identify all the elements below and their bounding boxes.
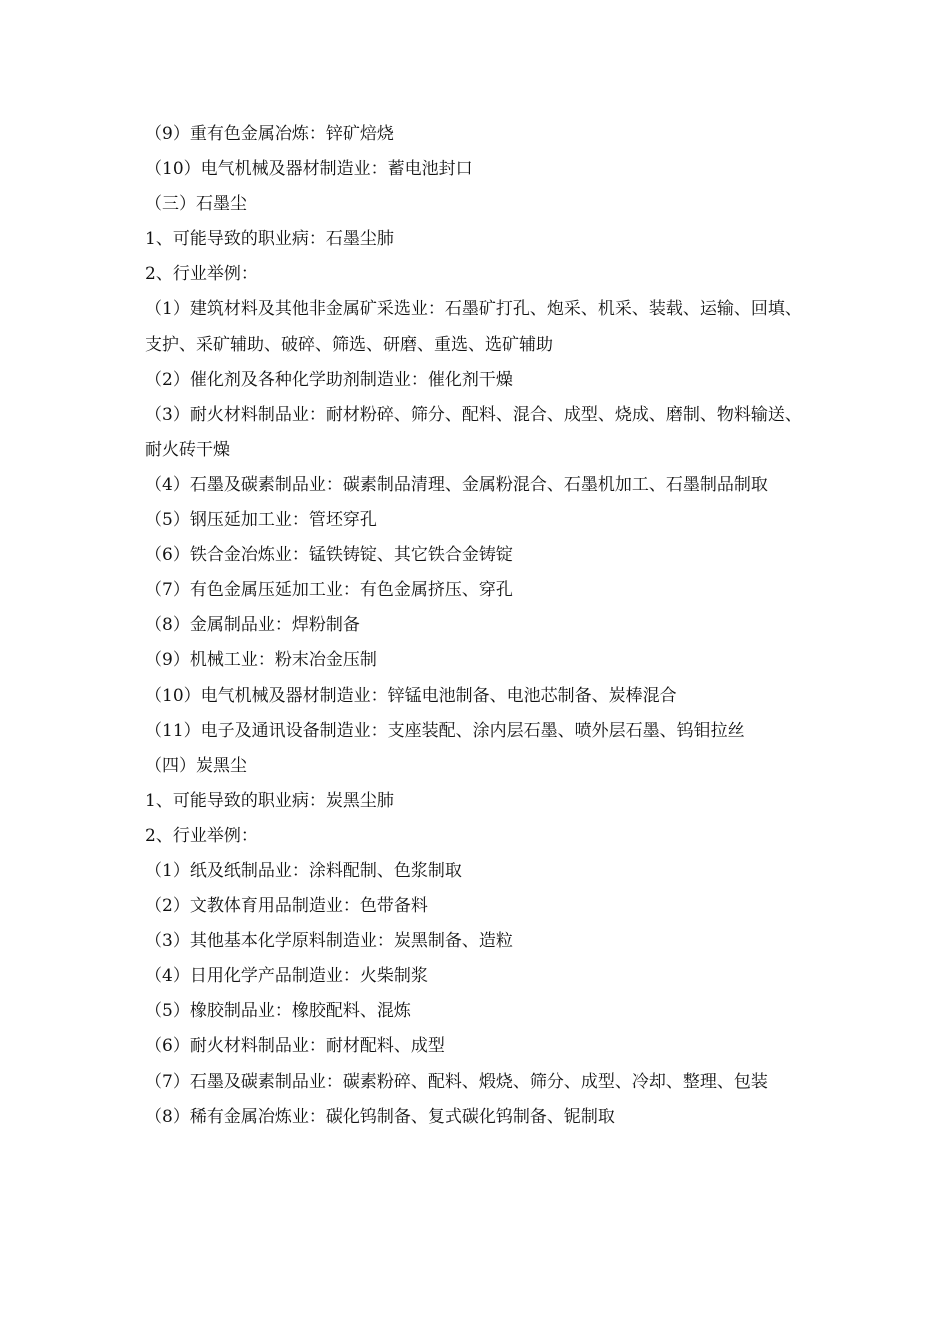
list-item: 1、可能导致的职业病：炭黑尘肺 (145, 790, 394, 811)
list-item: 1、可能导致的职业病：石墨尘肺 (145, 229, 394, 250)
section-heading: （三）石墨尘 (145, 194, 247, 215)
list-item: （3）耐火材料制品业：耐材粉碎、筛分、配料、混合、成型、烧成、磨制、物料输送、耐火砖干燥 (145, 404, 802, 460)
document-body (145, 117, 811, 1135)
list-item: （7）石墨及碳素制品业：碳素粉碎、配料、煅烧、筛分、成型、冷却、整理、包装 (145, 1071, 768, 1092)
list-item: （8）金属制品业：焊粉制备 (145, 615, 360, 636)
list-item: （10）电气机械及器材制造业：锌锰电池制备、电池芯制备、炭棒混合 (145, 685, 677, 706)
list-item: （4）石墨及碳素制品业：碳素制品清理、金属粉混合、石墨机加工、石墨制品制取 (145, 474, 768, 495)
list-item: 2、行业举例： (145, 825, 258, 846)
list-item: （8）稀有金属冶炼业：碳化钨制备、复式碳化钨制备、铌制取 (145, 1106, 615, 1127)
list-item: （7）有色金属压延加工业：有色金属挤压、穿孔 (145, 580, 513, 601)
list-item: （3）其他基本化学原料制造业：炭黑制备、造粒 (145, 931, 513, 952)
list-item: （10）电气机械及器材制造业：蓄电池封口 (145, 159, 473, 180)
list-item: （2）文教体育用品制造业：色带备料 (145, 896, 428, 917)
list-item: （5）橡胶制品业：橡胶配料、混炼 (145, 1001, 411, 1022)
list-item: （1）纸及纸制品业：涂料配制、色浆制取 (145, 860, 462, 881)
section-heading: （四）炭黑尘 (145, 755, 247, 776)
list-item: （6）铁合金冶炼业：锰铁铸锭、其它铁合金铸锭 (145, 545, 513, 566)
list-item: （9）机械工业：粉末冶金压制 (145, 650, 377, 671)
list-item: （4）日用化学产品制造业：火柴制浆 (145, 966, 428, 987)
list-item: （5）钢压延加工业：管坯穿孔 (145, 510, 377, 531)
list-item: （6）耐火材料制品业：耐材配料、成型 (145, 1036, 445, 1057)
list-item: （1）建筑材料及其他非金属矿采选业：石墨矿打孔、炮采、机采、装载、运输、回填、支护、采矿辅助、破碎、筛选、研磨、重选、选矿辅助 (145, 299, 802, 355)
list-item: （9）重有色金属冶炼：锌矿焙烧 (145, 124, 394, 144)
list-item: （11）电子及通讯设备制造业：支座装配、涂内层石墨、喷外层石墨、钨钼拉丝 (145, 720, 745, 741)
list-item: 2、行业举例： (145, 264, 258, 285)
list-item: （2）催化剂及各种化学助剂制造业：催化剂干燥 (145, 369, 513, 390)
